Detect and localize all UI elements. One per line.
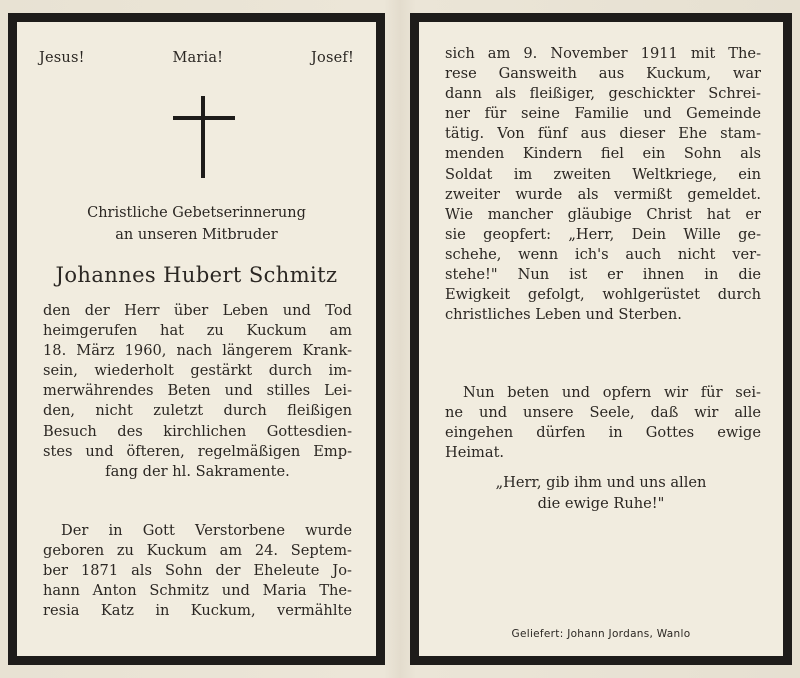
closing-quote bbox=[429, 473, 773, 514]
invocations-row bbox=[39, 50, 354, 66]
text-line: den der Herr über Leben und Tod bbox=[43, 302, 352, 319]
text-line: christliches Leben und Sterben. bbox=[445, 306, 682, 324]
text-line: Soldat im zweiten Weltkriege, ein bbox=[445, 165, 761, 183]
text-line: Besuch des kirchlichen Gottesdien- bbox=[43, 422, 352, 440]
prayer-paragraph bbox=[445, 383, 761, 463]
text-line: heimgerufen hat zu Kuckum am bbox=[43, 322, 352, 340]
printer-credit: Geliefert: Johann Jordans, Wanlo bbox=[511, 628, 691, 640]
quote-line: „Herr, gib ihm und uns allen bbox=[495, 474, 707, 491]
text-line: eingehen dürfen in Gottes ewige bbox=[445, 424, 761, 442]
text-line: sie geopfert: „Herr, Dein Wille ge- bbox=[445, 225, 761, 243]
text-line: ber 1871 als Sohn der Eheleute Jo- bbox=[43, 562, 352, 580]
quote-line: die ewige Ruhe!" bbox=[537, 494, 665, 512]
text-line: stes und öfteren, regelmäßigen Emp- bbox=[43, 442, 352, 460]
text-line: Wie mancher gläubige Christ hat er bbox=[445, 205, 761, 223]
deceased-name: Johannes Hubert Schmitz bbox=[55, 263, 338, 287]
text-line: 18. März 1960, nach längerem Krank- bbox=[43, 342, 352, 360]
invocation-maria: Maria! bbox=[172, 50, 224, 66]
death-notice-paragraph bbox=[43, 301, 352, 482]
text-line: tätig. Von fünf aus dieser Ehe stam- bbox=[445, 125, 761, 143]
text-line: rese Gansweith aus Kuckum, war bbox=[445, 65, 761, 83]
text-line: Nun beten und opfern wir für sei- bbox=[463, 384, 761, 401]
text-line: stehe!" Nun ist er ihnen in die bbox=[445, 266, 761, 284]
text-line: menden Kindern fiel ein Sohn als bbox=[445, 145, 761, 163]
text-line: dann als fleißiger, geschickter Schrei- bbox=[445, 85, 761, 103]
right-card-panel bbox=[410, 13, 792, 665]
text-line: hann Anton Schmitz und Maria The- bbox=[43, 582, 352, 600]
text-line: geboren zu Kuckum am 24. Septem- bbox=[43, 542, 352, 560]
biography-paragraph bbox=[43, 521, 352, 621]
text-line: Ewigkeit gefolgt, wohlgerüstet durch bbox=[445, 286, 761, 304]
text-line: ne und unsere Seele, daß wir alle bbox=[445, 404, 761, 422]
prayer-title bbox=[27, 202, 366, 246]
text-line: resia Katz in Kuckum, vermählte bbox=[43, 602, 352, 620]
text-line: ner für seine Familie und Gemeinde bbox=[445, 105, 761, 123]
text-line: Heimat. bbox=[445, 444, 505, 462]
invocation-jesus: Jesus! bbox=[39, 50, 85, 66]
text-line: zweiter wurde als vermißt gemeldet. bbox=[445, 185, 761, 203]
text-line: schehe, wenn ich's auch nicht ver- bbox=[445, 245, 761, 263]
text-line: Der in Gott Verstorbene wurde bbox=[61, 522, 352, 539]
biography-continued-paragraph bbox=[445, 44, 761, 325]
text-line: merwährendes Beten und stilles Lei- bbox=[43, 382, 352, 400]
cross-icon bbox=[173, 96, 237, 178]
prayer-title-line: an unseren Mitbruder bbox=[115, 227, 278, 243]
prayer-title-line: Christliche Gebetserinnerung bbox=[87, 205, 306, 221]
text-line: den, nicht zuletzt durch fleißigen bbox=[43, 402, 352, 420]
invocation-josef: Josef! bbox=[311, 50, 354, 66]
text-line: sein, wiederholt gestärkt durch im- bbox=[43, 362, 352, 380]
text-line: sich am 9. November 1911 mit The- bbox=[445, 45, 761, 62]
left-card-panel bbox=[8, 13, 385, 665]
text-line: fang der hl. Sakramente. bbox=[105, 462, 290, 480]
